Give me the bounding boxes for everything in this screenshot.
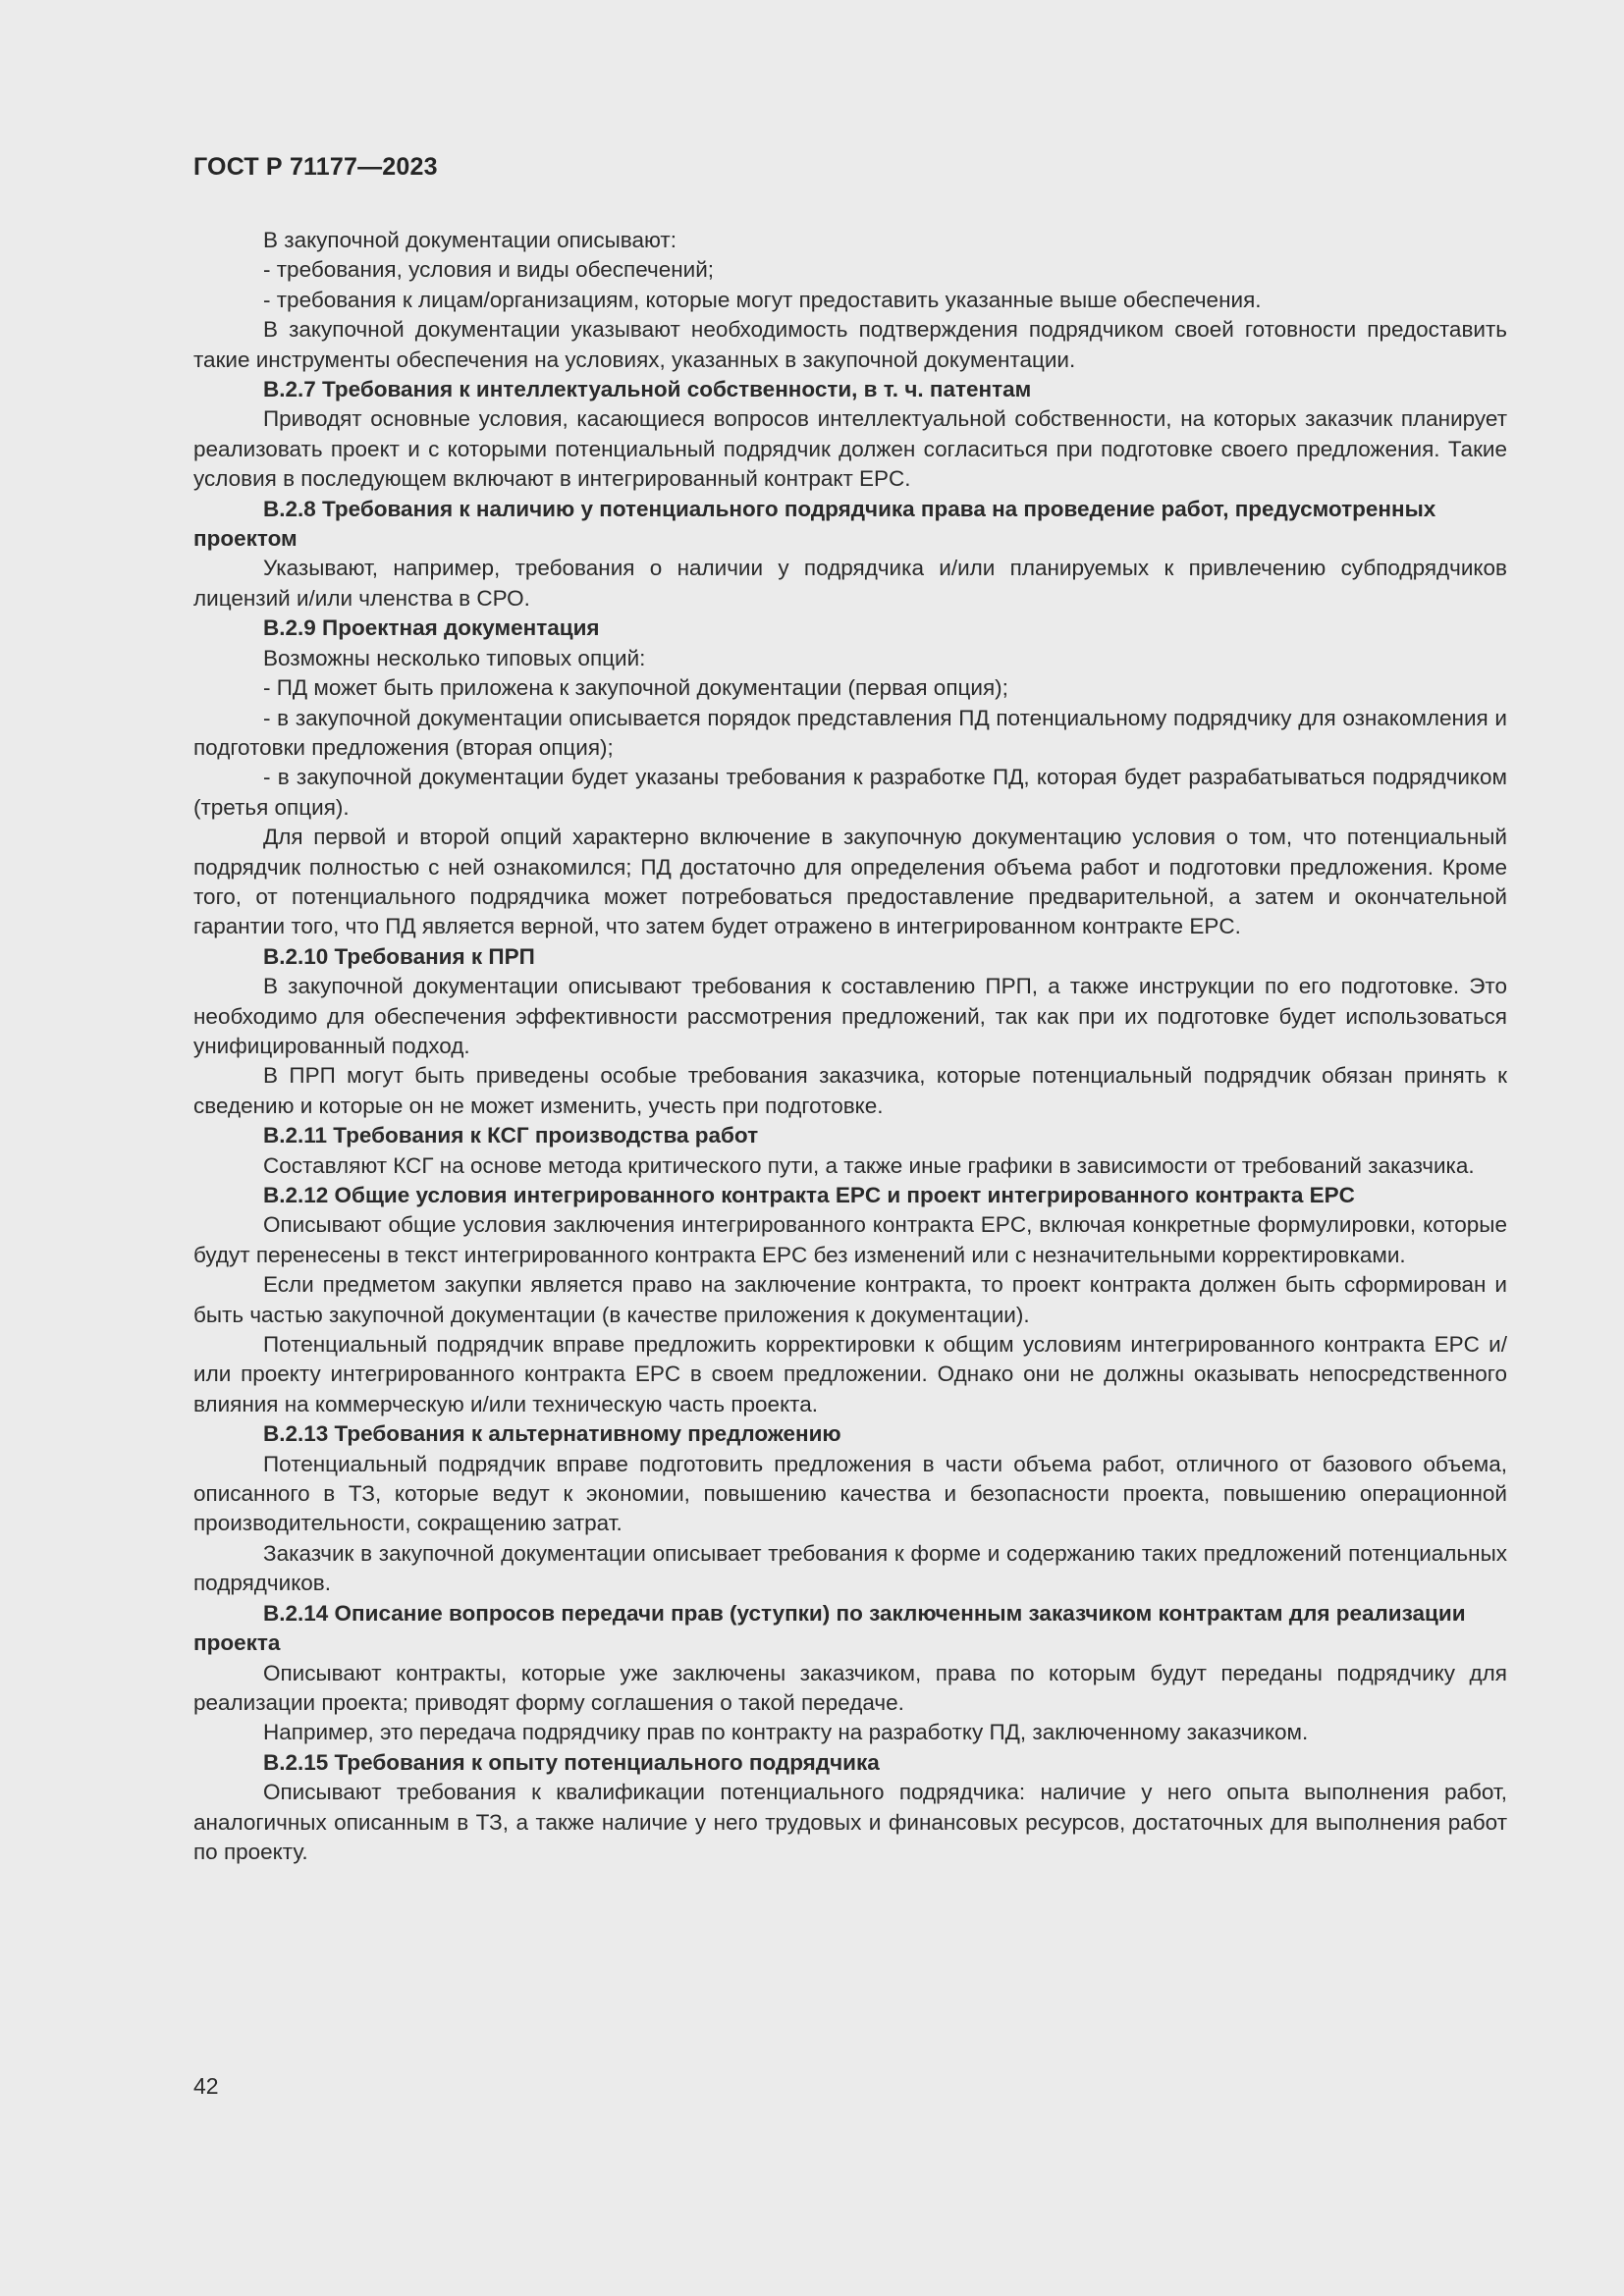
paragraph: Для первой и второй опций характерно включение в закупочную документацию условия о том, что потенциальный подрядчик полностью с ней ознакомился; ПД достаточно для определения объема работ и подготовки предложения. Кроме того, от потенциального подрядчика может потребоваться предоставление предварительной, а затем и окончательной гарантии того, что ПД является верной, что затем будет отражено в интегрированном контракте EPC.	[193, 825, 1507, 939]
paragraph: Потенциальный подрядчик вправе подготовить предложения в части объема работ, отличного от базового объема, описанного в ТЗ, которые ведут к экономии, повышению качества и безопасности проекта, повышению операционной производительности, сокращению затрат.	[193, 1451, 1507, 1536]
paragraph: Например, это передача подрядчику прав по контракту на разработку ПД, заключенному заказчиком.	[263, 1720, 1309, 1745]
list-item: - в закупочной документации описывается порядок представления ПД потенциальному подрядчику для ознакомления и подготовки предложения (вторая опция);	[193, 705, 1507, 760]
paragraph: Если предметом закупки является право на заключение контракта, то проект контракта должен быть сформирован и быть частью закупочной документации (в качестве приложения к документации).	[193, 1272, 1507, 1327]
paragraph: Составляют КСГ на основе метода критического пути, а также иные графики в зависимости от требований заказчика.	[263, 1152, 1475, 1178]
section-heading-b-2-11: В.2.11 Требования к КСГ производства работ	[263, 1123, 759, 1148]
section-heading-b-2-9: В.2.9 Проектная документация	[263, 615, 600, 641]
paragraph: В закупочной документации описывают:	[263, 228, 677, 252]
paragraph: Приводят основные условия, касающиеся вопросов интеллектуальной собственности, на которых заказчик планирует реализовать проект и с которыми потенциальный подрядчик должен согласиться при подготовке своего предложения. Такие условия в последующем включают в интегрированный контракт EPC.	[193, 406, 1507, 492]
list-item: - ПД может быть приложена к закупочной документации (первая опция);	[263, 675, 1008, 701]
document-body	[193, 226, 1507, 1867]
section-heading-b-2-12: В.2.12 Общие условия интегрированного контракта EPC и проект интегрированного контракта EPC	[263, 1183, 1355, 1207]
page-number: 42	[193, 2073, 219, 2099]
list-item: - требования, условия и виды обеспечений;	[263, 257, 715, 283]
list-item: - в закупочной документации будет указаны требования к разработке ПД, которая будет разрабатываться подрядчиком (третья опция).	[193, 765, 1507, 820]
section-heading-b-2-13: В.2.13 Требования к альтернативному предложению	[263, 1421, 841, 1447]
paragraph: Возможны несколько типовых опций:	[263, 645, 646, 670]
paragraph: В закупочной документации указывают необходимость подтверждения подрядчиком своей готовности предоставить такие инструменты обеспечения на условиях, указанных в закупочной документации.	[193, 317, 1507, 372]
paragraph: В ПРП могут быть приведены особые требования заказчика, которые потенциальный подрядчик обязан принять к сведению и которые он не может изменить, учесть при подготовке.	[193, 1063, 1507, 1118]
section-heading-b-2-10: В.2.10 Требования к ПРП	[263, 943, 535, 969]
paragraph: Указывают, например, требования о наличии у подрядчика и/или планируемых к привлечению субподрядчиков лицензий и/или членства в СРО.	[193, 556, 1507, 611]
paragraph: Заказчик в закупочной документации описывает требования к форме и содержанию таких предложений потенциальных подрядчиков.	[193, 1540, 1507, 1596]
list-item: - требования к лицам/организациям, которые могут предоставить указанные выше обеспечения.	[263, 287, 1262, 312]
paragraph: Потенциальный подрядчик вправе предложить корректировки к общим условиям интегрированного контракта EPC и/или проекту интегрированного контракта EPC в своем предложении. Однако они не должны оказывать непосредственного влияния на коммерческую и/или техническую часть проекта.	[193, 1332, 1507, 1416]
section-heading-b-2-14: В.2.14 Описание вопросов передачи прав (уступки) по заключенным заказчиком контрактам для реализации проекта	[193, 1600, 1466, 1656]
paragraph: Описывают общие условия заключения интегрированного контракта EPC, включая конкретные формулировки, которые будут перенесены в текст интегрированного контракта EPC без изменений или с незначительными корректировками.	[193, 1212, 1507, 1267]
section-heading-b-2-15: В.2.15 Требования к опыту потенциального подрядчика	[263, 1749, 880, 1775]
paragraph: Описывают контракты, которые уже заключены заказчиком, права по которым будут переданы подрядчику для реализации проекта; приводят форму соглашения о такой передаче.	[193, 1660, 1507, 1715]
paragraph: В закупочной документации описывают требования к составлению ПРП, а также инструкции по его подготовке. Это необходимо для обеспечения эффективности рассмотрения предложений, так как при их подготовке будет использоваться унифицированный подход.	[193, 974, 1507, 1058]
paragraph: Описывают требования к квалификации потенциального подрядчика: наличие у него опыта выполнения работ, аналогичных описанным в ТЗ, а также наличие у него трудовых и финансовых ресурсов, достаточных для выполнения работ по проекту.	[193, 1780, 1507, 1864]
standard-code-header: ГОСТ Р 71177—2023	[193, 153, 438, 181]
section-heading-b-2-7: В.2.7 Требования к интеллектуальной собственности, в т. ч. патентам	[263, 377, 1032, 402]
section-heading-b-2-8: В.2.8 Требования к наличию у потенциального подрядчика права на проведение работ, предусмотренных проектом	[193, 496, 1436, 552]
